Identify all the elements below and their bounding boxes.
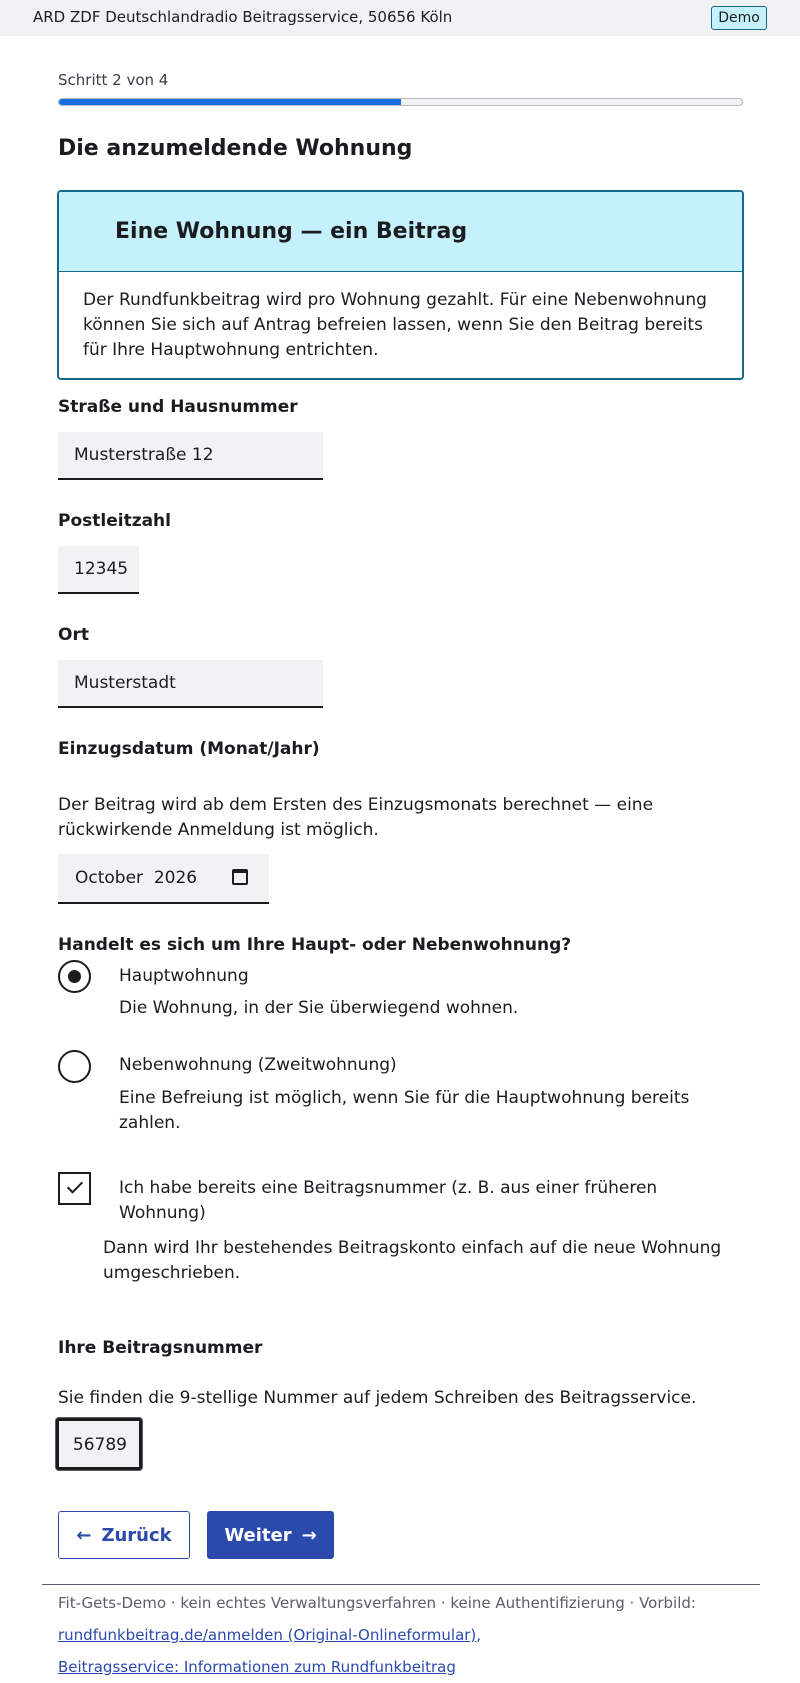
footer-link-separator: , (476, 1626, 482, 1644)
move-in-date-value: October 2026 (75, 868, 198, 888)
street-input[interactable] (58, 432, 323, 480)
residence-type-question: Handelt es sich um Ihre Haupt- oder Nebenwohnung? (58, 935, 572, 955)
progress-bar (58, 98, 743, 106)
top-bar (0, 0, 800, 36)
step-indicator: Schritt 2 von 4 (58, 71, 169, 89)
page-title: Die anzumeldende Wohnung (58, 136, 413, 161)
arrow-left-icon: ← (76, 1524, 92, 1546)
next-button-label: Weiter (224, 1524, 292, 1546)
calendar-icon[interactable] (232, 869, 248, 885)
organisation-name: ARD ZDF Deutschlandradio Beitragsservice, 50656 Köln (33, 8, 453, 26)
footer-note: Fit-Gets-Demo · kein echtes Verwaltungsverfahren · keine Authentifizierung · Vorbild: (58, 1594, 696, 1612)
radio-secondary-residence-label[interactable]: Nebenwohnung (Zweitwohnung) (119, 1055, 397, 1075)
info-box-text: Der Rundfunkbeitrag wird pro Wohnung gezahlt. Für eine Nebenwohnung können Sie sich auf Antrag befreien lassen, wenn Sie den Beitrag bereits für Ihre Hauptwohnung entrichten. (83, 290, 707, 360)
next-button[interactable] (207, 1511, 334, 1559)
postcode-label: Postleitzahl (58, 511, 171, 531)
radio-secondary-residence-hint: Eine Befreiung ist möglich, wenn Sie für die Hauptwohnung bereits zahlen. (119, 1088, 690, 1133)
move-in-date-input[interactable] (58, 854, 269, 904)
city-label: Ort (58, 625, 89, 645)
move-in-date-label: Einzugsdatum (Monat/Jahr) (58, 739, 320, 759)
radio-main-residence-hint: Die Wohnung, in der Sie überwiegend wohnen. (119, 998, 519, 1018)
has-contribution-number-hint: Dann wird Ihr bestehendes Beitragskonto einfach auf die neue Wohnung umgeschrieben. (103, 1238, 722, 1283)
back-button[interactable] (58, 1511, 190, 1559)
footer-link-row (58, 1626, 481, 1644)
footer-link-information[interactable]: Beitragsservice: Informationen zum Rundfunkbeitrag (58, 1658, 456, 1676)
demo-badge: Demo (711, 6, 767, 30)
contribution-number-hint: Sie finden die 9-stellige Nummer auf jedem Schreiben des Beitragsservice. (58, 1388, 697, 1408)
info-box (57, 190, 744, 380)
contribution-number-label: Ihre Beitragsnummer (58, 1338, 263, 1358)
radio-main-residence[interactable] (58, 960, 91, 993)
info-box-header (59, 192, 742, 272)
postcode-input[interactable] (58, 546, 139, 594)
footer-link-online-form[interactable]: rundfunkbeitrag.de/anmelden (Original-Onlineformular) (58, 1626, 477, 1644)
street-label: Straße und Hausnummer (58, 397, 298, 417)
arrow-right-icon: → (301, 1524, 317, 1546)
contribution-number-input[interactable] (56, 1418, 142, 1470)
move-in-date-hint: Der Beitrag wird ab dem Ersten des Einzugsmonats berechnet — eine rückwirkende Anmeldung ist möglich. (58, 795, 654, 840)
info-box-title: Eine Wohnung — ein Beitrag (115, 219, 468, 244)
contribution-number-value: 56789 (72, 1435, 127, 1455)
footer-divider (42, 1584, 760, 1585)
progress-bar-fill (59, 99, 401, 105)
checkmark-icon (67, 1177, 83, 1193)
back-button-label: Zurück (101, 1524, 172, 1546)
has-contribution-number-label[interactable]: Ich habe bereits eine Beitragsnummer (z. B. aus einer früheren Wohnung) (119, 1178, 658, 1223)
radio-main-residence-label[interactable]: Hauptwohnung (119, 966, 249, 986)
has-contribution-number-checkbox[interactable] (58, 1172, 91, 1205)
radio-secondary-residence[interactable] (58, 1050, 91, 1083)
city-input[interactable] (58, 660, 323, 708)
